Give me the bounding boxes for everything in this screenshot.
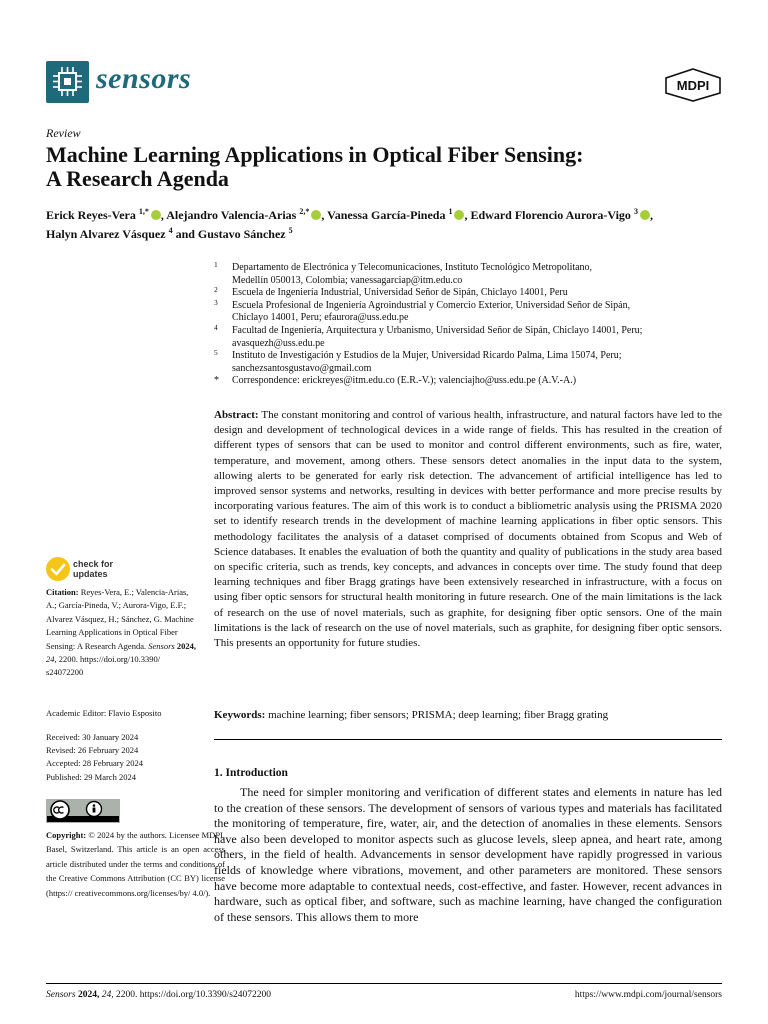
svg-text:MDPI: MDPI bbox=[676, 78, 710, 93]
correspondence: * Correspondence: erickreyes@itm.edu.co (E.R.-V.); valenciajho@uss.edu.pe (A.V.-A.) bbox=[214, 375, 577, 387]
cc-by-icon bbox=[87, 802, 102, 817]
author[interactable]: Gustavo Sánchez $^5$ bbox=[197, 226, 293, 241]
author[interactable]: Vanessa García-Pineda $^1$ bbox=[327, 208, 464, 222]
publication-dates bbox=[46, 731, 206, 784]
check-for-updates-label: check for updates bbox=[73, 559, 114, 579]
date-accepted: Accepted: 28 February 2024 bbox=[46, 758, 144, 769]
keywords bbox=[214, 708, 722, 723]
academic-editor: Academic Editor: Flavio Esposito bbox=[46, 708, 162, 718]
abstract-text: The constant monitoring and control of various health, infrastructure, and natural factors have led to the design and development of technological devices in a wide range of fields. This has resulted in the creation of different types of sensors that can be used to monitor and control different environments, such as fire, water, temperature, and movement, among others. These sensors detect anomalies in the input data to the system, allowing alerts to be generated for early risk detection. The advancement of artificial intelligence has led to improved sensor systems and networks, resulting in devices with better performance and more precise results by incorporating various features. The aim of this work is to conduct a bibliometric analysis using the PRISMA 2020 set to identify research trends in the development of machine learning applications in fiber optic sensors. This methodology facilitates the analysis of a dataset comprised of documents obtained from Scopus and Web of Science databases. It enables the evaluation of both the quantity and quality of publications in the study area based on specific criteria, such as trends, key concepts, and advances in concepts over time. The study found that deep learning techniques and fiber Bragg gratings have been extensively researched in infrastructure, with a focus on using fiber optic sensors for structural health monitoring in future research. One of the main limitations is the lack of research on the use of novel materials, such as graphite, for designing fiber optic sensors. One of the main limitations is the lack of research on the use of novel materials, such as graphite, for designing fiber optic sensors. This presents an opportunity for future studies. bbox=[214, 409, 722, 650]
footer-divider bbox=[46, 983, 722, 984]
title-line-1: Machine Learning Applications in Optical Fiber Sensing: bbox=[46, 142, 584, 167]
citation: Citation: Reyes-Vera, E.; Valencia-Arias, A.; García-Pineda, V.; Aurora-Vigo, E.F.; Alvarez Vásquez, H.; Sánchez, G. Machine Learning Applications in Optical Fiber Sensing: A Research Agenda. Sensors 2024, 24, 2200. https://doi.org/10.3390/ s24072200 bbox=[46, 587, 196, 678]
affiliation-5: 5 Instituto de Investigación y Estudios de la Mujer, Universidad Ricardo Palma, Lima 15074, Peru; sanchezsantosgustavo@gmail.com bbox=[214, 348, 622, 374]
journal-name: sensors bbox=[96, 62, 192, 95]
section-divider bbox=[214, 739, 722, 740]
journal-url-link[interactable]: https://www.mdpi.com/journal/sensors bbox=[574, 990, 722, 1000]
copyright-notice: Copyright: © 2024 by the authors. Licensee MDPI, Basel, Switzerland. This article is an open access article distributed under the terms and conditions of the Creative Commons Attribution (CC BY) license (https:// creativecommons.org/licenses/by/ 4.0/). bbox=[46, 830, 226, 898]
introduction-text: The need for simpler monitoring and verification of different states and elements in nature has led to the creation of these sensors. The development of sensors of various types and materials has facilitated the monitoring of temperature, fire, water, air, and the detection of anomalies in these elements. Sensors have also been developed to monitor aspects such as glucose levels, sleep apnea, and heart rate, among others, in the field of health. Advancements in sensor development have rapidly progressed in various fields of knowledge where vibrations, movement, and other parameters are monitored. These sensors have become more adaptable to contextual needs, cost-effective, and faster. However, recent advances in hardware, such as optical fiber, and software, such as machine learning, have changed the configuration of these sensors. This allows them to more bbox=[214, 785, 722, 924]
author-list: Erick Reyes-Vera $^{1,*}$ , Alejandro Valencia-Arias $^{2,*}$ , Vanessa García-Pineda $^1$ , Edward Florencio Aurora-Vigo $^3$ , Halyn Alvarez Vásquez $^4$ and Gustavo Sánchez $^5$ bbox=[46, 207, 653, 241]
author[interactable]: Alejandro Valencia-Arias $^{2,*}$ bbox=[166, 208, 321, 222]
mdpi-logo bbox=[664, 68, 722, 102]
date-revised: Revised: 26 February 2024 bbox=[46, 745, 139, 756]
doi-link[interactable]: 2200. https://doi.org/10.3390/ s24072200 bbox=[46, 654, 161, 678]
paper-title bbox=[46, 143, 726, 191]
affiliation-4: 4 Facultad de Ingeniería, Arquitectura y Urbanismo, Universidad Señor de Sipán, Chiclayo 14001, Peru; avasquezh@uss.edu.pe bbox=[214, 322, 643, 349]
author[interactable]: Halyn Alvarez Vásquez $^4$ bbox=[46, 226, 173, 241]
affiliation-2: 2 Escuela de Ingeniería Industrial, Universidad Señor de Sipán, Chiclayo 14001, Peru bbox=[214, 285, 568, 299]
keywords-text: machine learning; fiber sensors; PRISMA; deep learning; fiber Bragg grating bbox=[268, 709, 609, 721]
orcid-icon[interactable] bbox=[151, 210, 161, 220]
sensor-chip-icon bbox=[46, 61, 89, 103]
title-line-2: A Research Agenda bbox=[46, 166, 229, 191]
affiliation-3: 3 Escuela Profesional de Ingeniería Agroindustrial y Comercio Exterior, Universidad Señor de Sipán, Chiclayo 14001, Peru; efaurora@uss.edu.pe bbox=[214, 297, 631, 324]
cc-by-license-badge[interactable] bbox=[46, 799, 120, 823]
creative-commons-icon bbox=[51, 801, 69, 819]
check-for-updates-button[interactable] bbox=[46, 557, 176, 583]
orcid-icon[interactable] bbox=[640, 210, 650, 220]
keywords-label: Keywords: bbox=[214, 709, 266, 721]
check-for-updates-icon bbox=[46, 557, 70, 581]
abstract-label: Abstract: bbox=[214, 409, 259, 421]
footer-doi-link[interactable]: 2200. https://doi.org/10.3390/s24072200 bbox=[115, 990, 271, 1000]
date-received: Received: 30 January 2024 bbox=[46, 732, 139, 742]
orcid-icon[interactable] bbox=[311, 210, 321, 220]
affiliation-1: 1 Departamento de Electrónica y Telecomunicaciones, Instituto Tecnológico Metropolitano, Medellín 050013, Colombia; vanessagarciap@itm.edu.co bbox=[214, 260, 593, 286]
footer-citation: Sensors 2024, 24, 2200. https://doi.org/10.3390/s24072200 bbox=[46, 990, 271, 1000]
date-published: Published: 29 March 2024 bbox=[46, 771, 136, 782]
author[interactable]: Edward Florencio Aurora-Vigo $^3$ bbox=[470, 208, 649, 222]
affiliations bbox=[214, 262, 714, 388]
author[interactable]: Erick Reyes-Vera $^{1,*}$ bbox=[46, 208, 161, 222]
orcid-icon[interactable] bbox=[454, 210, 464, 220]
abstract bbox=[214, 408, 722, 651]
article-type: Review bbox=[46, 126, 81, 140]
section-heading: 1. Introduction bbox=[214, 767, 288, 779]
